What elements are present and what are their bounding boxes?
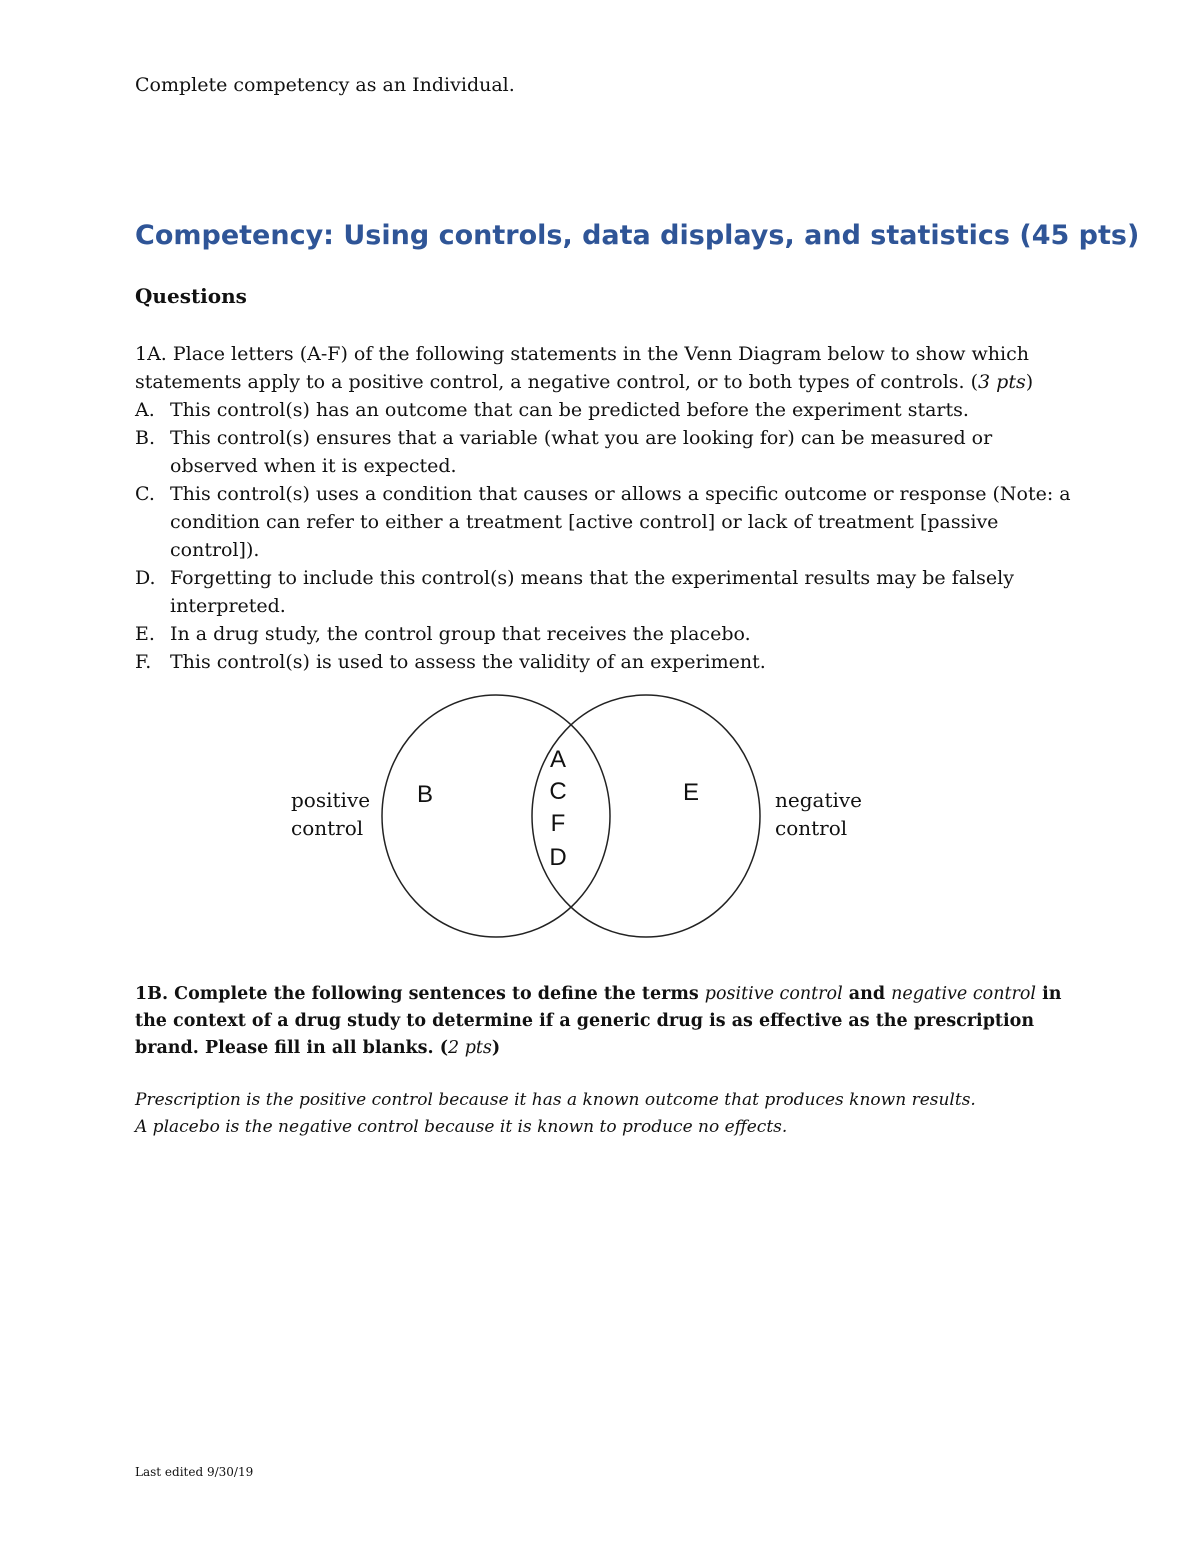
venn-right-letter: E — [682, 779, 700, 806]
statement-text: This control(s) has an outcome that can be predicted before the experiment starts. — [170, 399, 969, 421]
statement-e — [135, 620, 1075, 648]
q1b-close: ) — [491, 1038, 501, 1058]
statement-a — [135, 396, 1075, 424]
statement-text: In a drug study, the control group that receives the placebo. — [170, 623, 751, 645]
q1b-points: 2 pts — [448, 1038, 492, 1058]
negative-label-line1: negative — [775, 788, 863, 812]
statement-d — [135, 564, 1075, 620]
statement-letter: A. — [135, 399, 155, 421]
intro-text: Complete competency as an Individual. — [135, 74, 515, 96]
question-1b-prompt — [135, 981, 1075, 1062]
positive-control-circle — [382, 695, 610, 937]
venn-diagram — [270, 685, 770, 945]
q1a-prompt-end: ) — [1025, 371, 1034, 393]
statement-text: This control(s) is used to assess the validity of an experiment. — [170, 651, 766, 673]
competency-title: Competency: Using controls, data displays, and statistics (45 pts) — [135, 220, 1140, 251]
last-edited-footer: Last edited 9/30/19 — [135, 1465, 254, 1479]
venn-left-letter: B — [416, 781, 434, 808]
positive-label-line2: control — [291, 816, 364, 840]
statement-text: Forgetting to include this control(s) means that the experimental results may be falsely interpreted. — [170, 567, 1014, 617]
q1a-prompt-start: 1A. Place letters (A-F) of the following statements in the Venn Diagram below to show which statements apply to a positive control, a negative control, or to both types of controls. ( — [135, 343, 1029, 393]
answer-line-2: A placebo is the negative control because it is known to produce no effects. — [135, 1117, 788, 1137]
q1b-prompt-mid: and — [842, 984, 892, 1004]
negative-label-line2: control — [775, 816, 848, 840]
positive-label-line1: positive — [291, 788, 371, 812]
q1b-answer — [135, 1087, 976, 1141]
statement-c — [135, 480, 1075, 564]
negative-control-circle — [532, 695, 760, 937]
statement-f — [135, 648, 1075, 676]
q1b-prompt-start: 1B. Complete the following sentences to define the terms — [135, 984, 705, 1004]
statement-list — [135, 396, 1075, 676]
statement-text: This control(s) ensures that a variable (what you are looking for) can be measured or observed when it is expected. — [170, 427, 993, 477]
q1b-term-positive: positive control — [704, 984, 843, 1004]
statement-b — [135, 424, 1075, 480]
q1a-points: 3 pts — [978, 371, 1026, 393]
venn-center-letter: A — [549, 746, 567, 773]
answer-line-1: Prescription is the positive control because it has a known outcome that produces known results. — [135, 1090, 976, 1110]
statement-letter: D. — [135, 567, 156, 589]
q1b-term-negative: negative control — [891, 984, 1036, 1004]
questions-heading: Questions — [135, 284, 247, 308]
q1b-prompt-end: in the context of a drug study to determine if a generic drug is as effective as the prescription brand. Please fill in all blanks. ( — [135, 984, 1062, 1058]
statement-letter: C. — [135, 483, 155, 505]
statement-letter: B. — [135, 427, 156, 449]
statement-letter: E. — [135, 623, 155, 645]
statement-text: This control(s) uses a condition that causes or allows a specific outcome or response (Note: a condition can refer to either a treatment [active control] or lack of treatment [passive control]). — [170, 483, 1071, 561]
venn-center-letter: F — [550, 810, 566, 837]
negative-control-label — [775, 786, 862, 842]
statement-letter: F. — [135, 651, 152, 673]
question-1a-prompt — [135, 340, 1075, 396]
venn-center-letter: D — [549, 844, 567, 871]
venn-center-letter: C — [549, 778, 567, 805]
